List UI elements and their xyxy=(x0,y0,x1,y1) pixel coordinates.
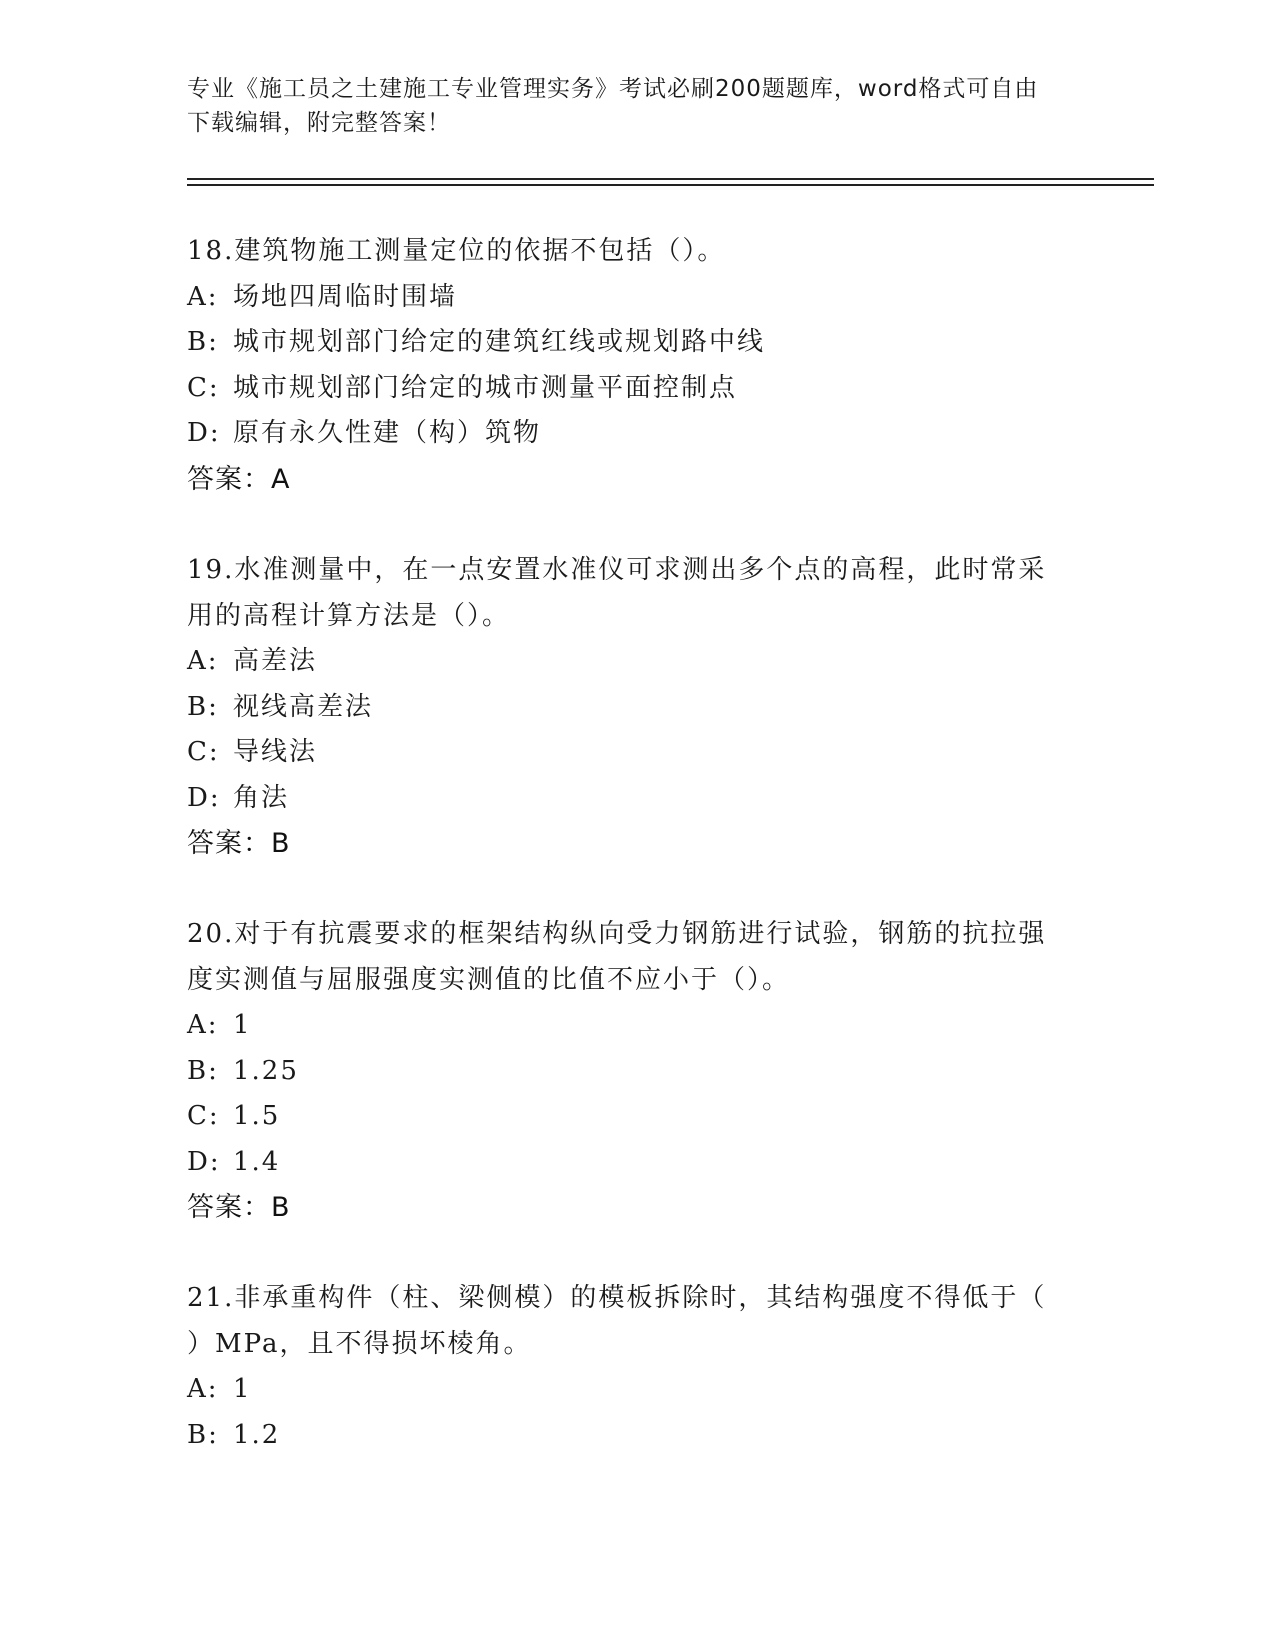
answer-line: 答案：A xyxy=(187,463,291,495)
option-a xyxy=(187,275,1087,321)
option-b xyxy=(187,685,1087,731)
option-d xyxy=(187,1140,1087,1186)
question-stem-line-1: 21.非承重构件（柱、梁侧模）的模板拆除时，其结构强度不得低于（ xyxy=(187,1283,1047,1313)
question-20 xyxy=(187,912,1087,1231)
option-text: 1 xyxy=(233,1374,252,1404)
answer-line: 答案：B xyxy=(187,828,291,859)
option-letter: A: xyxy=(187,646,219,676)
option-c xyxy=(187,1094,1087,1140)
option-b xyxy=(187,1413,1087,1459)
option-letter: B: xyxy=(187,1419,219,1450)
option-text: 高差法 xyxy=(233,646,318,676)
option-text: 角法 xyxy=(233,782,290,813)
option-c xyxy=(187,730,1087,776)
option-letter: D: xyxy=(187,418,221,448)
header-title-line-1: 专业《施工员之土建施工专业管理实务》考试必刷200题题库，word格式可自由 xyxy=(187,76,1039,102)
option-text: 1 xyxy=(233,1010,252,1040)
question-stem-line-2: 度实测值与屈服强度实测值的比值不应小于（）。 xyxy=(187,964,791,995)
question-stem-line-2: 用的高程计算方法是（）。 xyxy=(187,600,511,631)
option-letter: D: xyxy=(187,1146,221,1177)
option-letter: B: xyxy=(187,327,219,357)
option-b xyxy=(187,320,1087,366)
question-21 xyxy=(187,1276,1087,1458)
option-text: 场地四周临时围墙 xyxy=(233,281,458,312)
option-text: 1.5 xyxy=(233,1101,281,1131)
question-stem: 18.建筑物施工测量定位的依据不包括（）。 xyxy=(187,236,726,266)
option-letter: B: xyxy=(187,1055,219,1086)
option-text: 导线法 xyxy=(233,737,318,767)
document-header xyxy=(187,72,1067,140)
option-letter: A: xyxy=(187,281,219,312)
option-text: 1.2 xyxy=(233,1419,281,1450)
option-a xyxy=(187,1003,1087,1049)
option-text: 1.4 xyxy=(233,1146,281,1177)
question-stem-line-1: 20.对于有抗震要求的框架结构纵向受力钢筋进行试验，钢筋的抗拉强 xyxy=(187,919,1047,949)
header-divider-bottom xyxy=(187,184,1154,186)
option-a xyxy=(187,1367,1087,1413)
question-18 xyxy=(187,229,1087,502)
option-text: 原有永久性建（构）筑物 xyxy=(233,418,542,448)
option-a xyxy=(187,639,1087,685)
option-d xyxy=(187,776,1087,822)
header-title-line-2: 下载编辑，附完整答案！ xyxy=(187,110,451,136)
option-text: 城市规划部门给定的建筑红线或规划路中线 xyxy=(233,327,766,357)
question-stem-line-2: ）MPa，且不得损坏棱角。 xyxy=(187,1328,532,1359)
option-c xyxy=(187,366,1087,412)
option-text: 1.25 xyxy=(233,1055,299,1086)
option-d xyxy=(187,411,1087,457)
answer-line: 答案：B xyxy=(187,1192,291,1223)
option-letter: C: xyxy=(187,372,220,403)
header-divider-top xyxy=(187,178,1154,180)
option-letter: C: xyxy=(187,1101,220,1131)
option-letter: A: xyxy=(187,1010,219,1040)
option-letter: C: xyxy=(187,737,220,767)
option-b xyxy=(187,1049,1087,1095)
option-letter: D: xyxy=(187,782,221,813)
option-letter: B: xyxy=(187,691,219,722)
question-19 xyxy=(187,548,1087,867)
question-stem-line-1: 19.水准测量中，在一点安置水准仪可求测出多个点的高程，此时常采 xyxy=(187,555,1047,585)
option-letter: A: xyxy=(187,1374,219,1404)
option-text: 视线高差法 xyxy=(233,691,374,722)
option-text: 城市规划部门给定的城市测量平面控制点 xyxy=(233,372,738,403)
